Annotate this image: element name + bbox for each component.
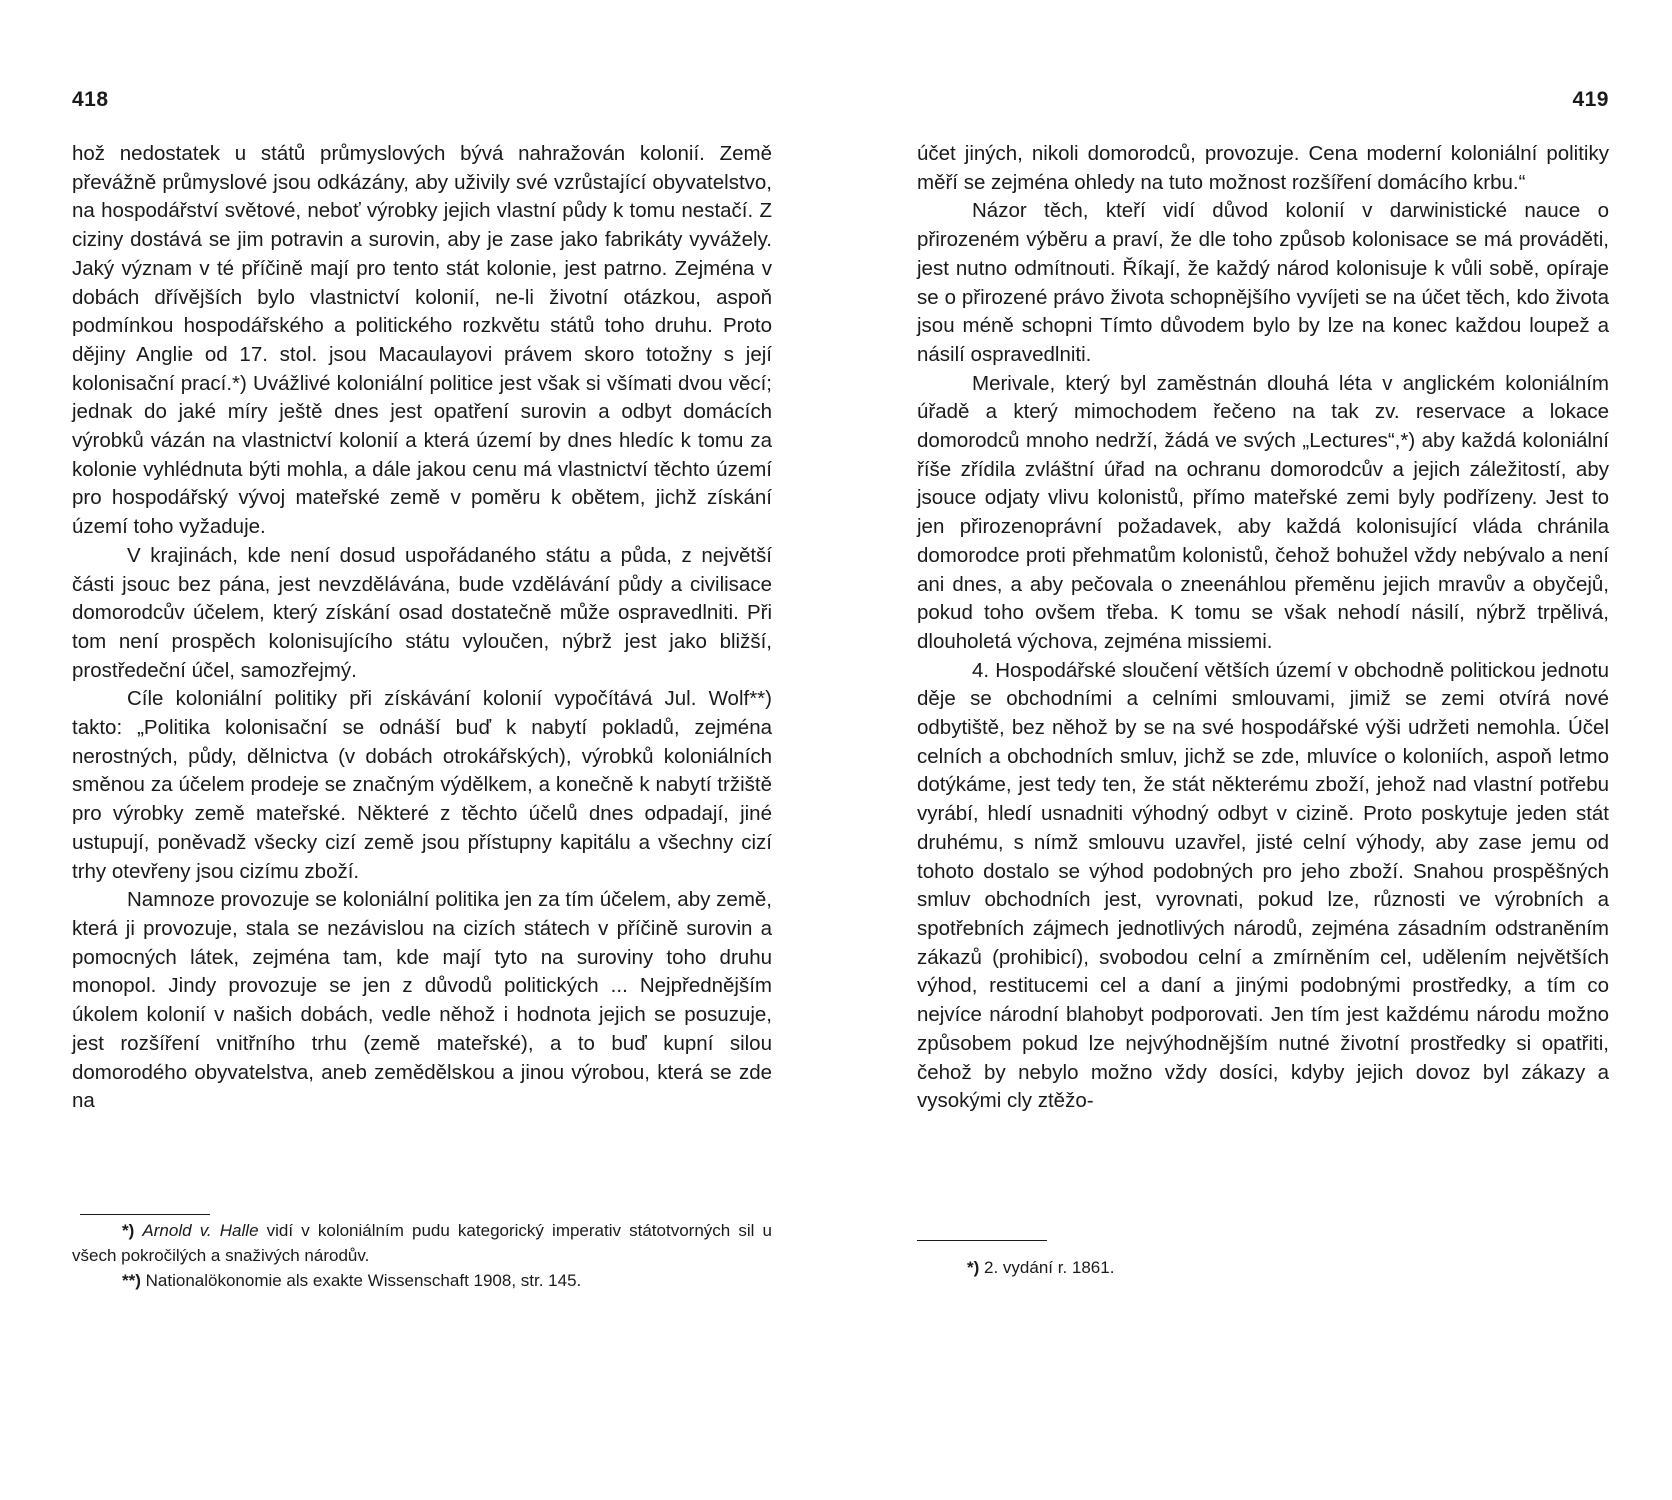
footnote-mark: *) [122,1221,135,1240]
page-number: 419 [1572,88,1609,111]
paragraph: Cíle koloniální politiky při získávání kolonií vypočítává Jul. Wolf**) takto: „Politika kolonisační se odnáší buď k nabytí pokladů, zejména nerostných, půdy, dělnictva (v dobách otrokářských), výrobků koloniálních směnou za účelem prodeje se značným výdělkem, a konečně k nabytí tržiště pro výrobky země mateřské. Některé z těchto účelů dnes odpadají, jiné ustupují, poněvadž všecky cizí země jsou přístupny kapitálu a všechny cizí trhy otevřeny jsou cizímu zboží. [72,687,772,883]
body-text [917,140,1609,1116]
paragraph: účet jiných, nikoli domorodců, provozuje. Cena moderní koloniální politiky měří se zejména ohledy na tuto možnost rozšíření domácího krbu.“ [917,142,1609,194]
footnote-mark: **) [122,1271,141,1290]
body-text [72,140,772,1116]
paragraph: V krajinách, kde není dosud uspořádaného státu a půda, z největší části jsouc bez pána, jest nevzdělávána, bude vzdělávání půdy a civilisace domorodcův účelem, který získání osad dostatečně může ospravedlniti. Při tom není prospěch kolonisujícího státu vyloučen, nýbrž jest jako bližší, prostředeční účel, samozřejmý. [72,543,772,682]
footnote-mark: *) [967,1258,980,1277]
footnote-text: Nationalökonomie als exakte Wissenschaft 1908, str. 145. [140,1271,582,1290]
left-page [72,0,772,1500]
footnote [72,1218,772,1268]
paragraph: 4. Hospodářské sloučení větších území v obchodně politickou jednotu děje se obchodními a celními smlouvami, jimiž se zemi otvírá nové odbytiště, bez něhož by se na své hospodářské výši udržeti nemohla. Účel celních a obchodních smluv, jichž se zde, mluvíce o koloniích, aspoň letmo dotýkáme, jest tedy ten, že stát některému zboží, jehož nad vlastní potřebu vyrábí, hledí usnadniti výhodný odbyt v cizině. Proto poskytuje jeden stát druhému, s nímž smlouvu uzavřel, jisté celní výhody, aby zase jemu od tohoto dostalo se výhod podobných pro jeho zboží. Snahou prospěšných smluv obchodních jest, vyrovnati, pokud lze, různosti ve výrobních a spotřebních zájmech jednotlivých národů, zejména zásadním odstraněním zákazů (prohibicí), svobodou celní a zmírněním cel, udělením největších výhod, restitucemi cel a daní a jinými podobnými prostředky, a tím co nejvíce národní blahobyt podporovati. Jen tím jest každému národu možno způsobem pokud lze nejvýhodnějším nutné životní prostředky si opatřiti, čehož by nebylo možno vždy dosíci, kdyby jejich dovoz byl zákazy a vysokými cly ztěžo- [917,658,1609,1113]
page-number: 418 [72,88,109,111]
footnote-text: vidí v koloniálním pudu kategorický imperativ státotvorných sil u všech pokročilých a snaživých národův. [72,1221,772,1265]
paragraph: hož nedostatek u států průmyslových bývá nahražován kolonií. Země převážně průmyslové jsou odkázány, aby uživily své vzrůstající obyvatelstvo, na hospodářství světové, neboť výrobky jejich vlastní půdy k tomu nestačí. Z ciziny dostává se jim potravin a surovin, aby je zase jako fabrikáty vyvážely. Jaký význam v té příčině mají pro tento stát kolonie, jest patrno. Zejména v dobách dřívějších bylo vlastnictví kolonií, ne-li životní otázkou, aspoň podmínkou hospodářského a politického rozkvětu států toho druhu. Proto dějiny Anglie od 17. stol. jsou Macaulayovi právem skoro totožny s její kolonisační prací.*) Uvážlivé koloniální politice jest však si všímati dvou věcí; jednak do jaké míry ještě dnes jest opatření surovin a odbyt domácích výrobků vázán na vlastnictví kolonií a která území by dnes hledíc k tomu za kolonie vyhlédnuta býti mohla, a dále jakou cenu má vlastnictví těchto území pro hospodářský vývoj mateřské země v poměru k obětem, jichž získání území toho vyžaduje. [72,142,772,539]
paragraph: Namnoze provozuje se koloniální politika jen za tím účelem, aby země, která ji provozuje, stala se nezávislou na cizích státech v příčině surovin a pomocných látek, zejména tam, kde mají tyto na suroviny toho druhu monopol. Jindy provozuje se jen z důvodů politických ... Nejpřednějším úkolem kolonií v našich dobách, vedle něhož i hodnota jejich se posuzuje, jest rozšíření vnitřního trhu (země mateřské), a to buď kupní silou domorodého obyvatelstva, aneb zemědělskou a jinou výrobou, která se zde na [72,888,772,1113]
footnote-author: Arnold v. Halle [142,1221,259,1240]
footnote-divider [917,1240,1047,1241]
paragraph: Názor těch, kteří vidí důvod kolonií v darwinistické nauce o přirozeném výběru a praví, že dle toho způsob kolonisace se má prováděti, jest nutno odmítnouti. Říkají, že každý národ kolonisuje k vůli sobě, opíraje se o přirozené právo života schopnějšího vyvíjeti se na účet těch, kdo života jsou méně schopni Tímto důvodem bylo by lze na konec každou loupež a násilí ospravedlniti. [917,199,1609,366]
footnote-divider [80,1214,210,1215]
right-page [917,0,1609,1500]
paragraph: Merivale, který byl zaměstnán dlouhá léta v anglickém koloniálním úřadě a který mimochodem řečeno na tak zv. reservace a lokace domorodců mnoho nedrží, žádá ve svých „Lectures“,*) aby každá koloniální říše zřídila zvláštní úřad na ochranu domorodcův a jejich záležitostí, aby jsouce odjaty vlivu kolonistů, přímo mateřské zemi byly podřízeny. Jest to jen přirozenoprávní požadavek, aby každá kolonisující vláda chránila domorodce proti přehmatům kolonistů, čehož bohužel vždy nebývalo a není ani dnes, a aby pečovala o zneenáhlou přeměnu jejich mravův a obyčejů, pokud toho ovšem třeba. K tomu se však nehodí násilí, nýbrž trpělivá, dlouholetá výchova, zejména missiemi. [917,371,1609,653]
footnotes [72,1218,772,1293]
footnote [917,1255,1609,1280]
footnote [72,1268,772,1293]
footnote-text: 2. vydání r. 1861. [979,1258,1115,1277]
footnotes [917,1255,1609,1280]
